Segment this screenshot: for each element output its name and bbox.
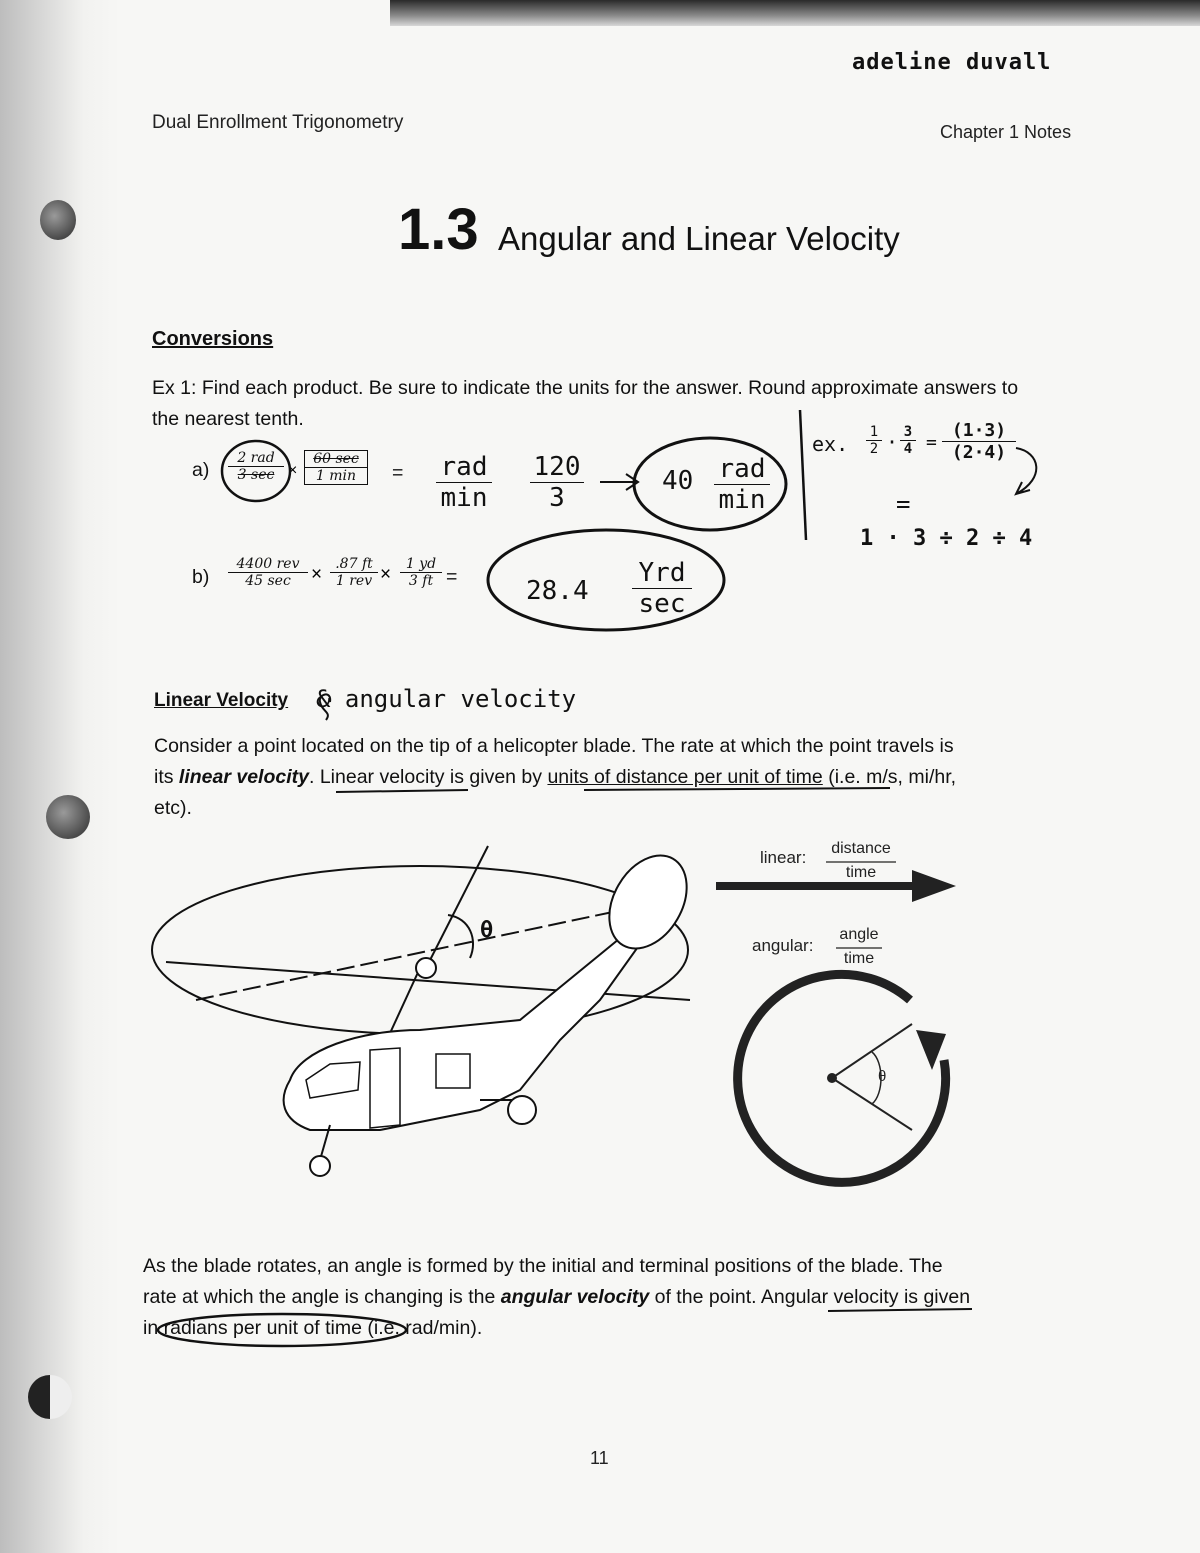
paragraph-line-1: As the blade rotates, an angle is formed by the initial and terminal positions of the blade. The bbox=[143, 1255, 943, 1277]
linear-velocity-term: linear velocity bbox=[178, 766, 309, 788]
side-note-prefix: ex. bbox=[812, 432, 849, 456]
times-sign: × bbox=[380, 564, 392, 585]
distance-per-time-phrase: units of distance per unit of time bbox=[547, 766, 823, 788]
ex1-instructions: Ex 1: Find each product. Be sure to indicate the units for the answer. Round approximate answers to the nearest tenth. bbox=[152, 377, 1019, 430]
course-title: Dual Enrollment Trigonometry bbox=[152, 112, 404, 133]
fraction-denominator: (2·4) bbox=[951, 442, 1007, 463]
section-number: 1.3 bbox=[398, 197, 479, 262]
fraction-numerator: 3 bbox=[900, 424, 916, 441]
hw-heading-addition: & angular velocity bbox=[316, 685, 577, 713]
hw-answer-circle bbox=[634, 438, 786, 530]
hw-answer-a-value: 40 bbox=[662, 466, 694, 496]
angular-label: angular: bbox=[752, 936, 814, 955]
fraction-numerator: 4400 rev bbox=[228, 556, 308, 573]
hw-theta: θ bbox=[480, 918, 494, 943]
fraction-numerator: 1 bbox=[866, 424, 882, 441]
hw-units-den: min bbox=[440, 483, 488, 513]
fraction-numerator: (1·3) bbox=[942, 420, 1016, 442]
fraction-numerator: 1 yd bbox=[400, 556, 442, 573]
linear-fraction-num: distance bbox=[831, 840, 891, 857]
rotor-blade bbox=[426, 846, 488, 968]
hw-angle-arc bbox=[448, 915, 473, 958]
page-number: 11 bbox=[590, 1448, 609, 1468]
hw-circle bbox=[222, 441, 290, 501]
part-a-label: a) bbox=[192, 459, 210, 481]
times-sign: × bbox=[288, 462, 298, 479]
equals-sign: = bbox=[392, 462, 404, 484]
equals-sign: = bbox=[446, 566, 458, 588]
chapter-label: Chapter 1 Notes bbox=[940, 122, 1072, 142]
hw-answer-circle bbox=[488, 530, 724, 630]
angular-velocity-phrase: Angular velocity bbox=[760, 1286, 899, 1308]
side-note-equals: = bbox=[926, 432, 937, 453]
text-span: (i.e. m/s, mi/hr, bbox=[822, 766, 957, 788]
conversions-heading: Conversions bbox=[152, 328, 274, 350]
hw-work-den: 3 bbox=[549, 483, 565, 513]
text-span: of the point. bbox=[649, 1286, 761, 1308]
hw-curved-arrow bbox=[1016, 448, 1036, 494]
linear-velocity-heading: Linear Velocity bbox=[154, 690, 289, 711]
fraction-denominator: 3 sec bbox=[237, 467, 275, 483]
hw-work-num: 120 bbox=[530, 452, 584, 483]
nose-wheel bbox=[310, 1156, 330, 1176]
angular-fraction-den: time bbox=[843, 950, 875, 967]
paragraph-line-3 bbox=[143, 1313, 1063, 1344]
hw-answer-a-den: min bbox=[718, 485, 766, 515]
fraction-denominator: 1 rev bbox=[335, 573, 373, 589]
fraction-denominator: 2 bbox=[869, 441, 879, 457]
theta-label: θ bbox=[878, 1068, 887, 1085]
paragraph-line-1: Consider a point located on the tip of a helicopter blade. The rate at which the point travels is bbox=[154, 735, 954, 757]
text-span: in bbox=[143, 1317, 164, 1339]
landing-wheel bbox=[508, 1096, 536, 1124]
paragraph-line-3: etc). bbox=[154, 797, 192, 819]
side-note-steps: 1 · 3 ÷ 2 ÷ 4 bbox=[860, 526, 1033, 551]
fraction-numerator: 60 sec bbox=[305, 451, 367, 468]
text-span: its bbox=[154, 766, 179, 788]
angular-circle bbox=[738, 974, 946, 1182]
fraction-denominator: 45 sec bbox=[245, 573, 291, 589]
hw-underline bbox=[336, 790, 468, 792]
fraction-denominator: 3 ft bbox=[408, 573, 434, 589]
tail-rotor bbox=[594, 842, 703, 963]
linear-fraction-den: time bbox=[845, 864, 877, 881]
hw-answer-a-num: rad bbox=[714, 454, 770, 485]
center-point bbox=[827, 1073, 837, 1083]
hw-ampersand bbox=[320, 694, 330, 720]
student-name: adeline duvall bbox=[852, 50, 1052, 75]
hw-units-num: rad bbox=[436, 452, 492, 483]
linear-label: linear: bbox=[760, 848, 807, 867]
fraction-denominator: 1 min bbox=[315, 468, 357, 484]
times-sign: × bbox=[311, 564, 323, 585]
fraction-numerator: .87 ft bbox=[330, 556, 378, 573]
angle-rays bbox=[832, 1024, 912, 1130]
section-title: Angular and Linear Velocity bbox=[498, 220, 900, 257]
hw-arrow bbox=[600, 474, 638, 490]
text-span: . Linear velocity is given by bbox=[309, 766, 548, 788]
angular-velocity-term: angular velocity bbox=[500, 1286, 650, 1308]
text-span: is given bbox=[898, 1286, 971, 1308]
angular-velocity-paragraph bbox=[143, 1251, 1063, 1344]
hw-answer-b-value: 28.4 bbox=[526, 576, 589, 606]
part-b-label: b) bbox=[192, 566, 210, 588]
hw-answer-b-den: sec bbox=[638, 589, 686, 619]
text-span: rate at which the angle is changing is the bbox=[143, 1286, 501, 1308]
side-note-dot: · bbox=[886, 430, 899, 454]
side-note-equals-2: = bbox=[896, 490, 911, 518]
angular-fraction-num: angle bbox=[839, 926, 879, 943]
radians-per-time-phrase: radians per unit of time bbox=[163, 1317, 362, 1339]
hw-underline bbox=[584, 788, 890, 790]
paragraph-line-2 bbox=[143, 1282, 1063, 1313]
fraction-denominator: 4 bbox=[903, 441, 913, 457]
fraction-numerator: 2 rad bbox=[228, 450, 284, 467]
hw-divider bbox=[800, 410, 806, 540]
rotor-hub bbox=[416, 958, 436, 978]
linear-arrow-head bbox=[912, 870, 956, 902]
hw-answer-b-num: Yrd bbox=[632, 558, 692, 589]
text-span: (i.e. rad/min). bbox=[361, 1317, 483, 1339]
